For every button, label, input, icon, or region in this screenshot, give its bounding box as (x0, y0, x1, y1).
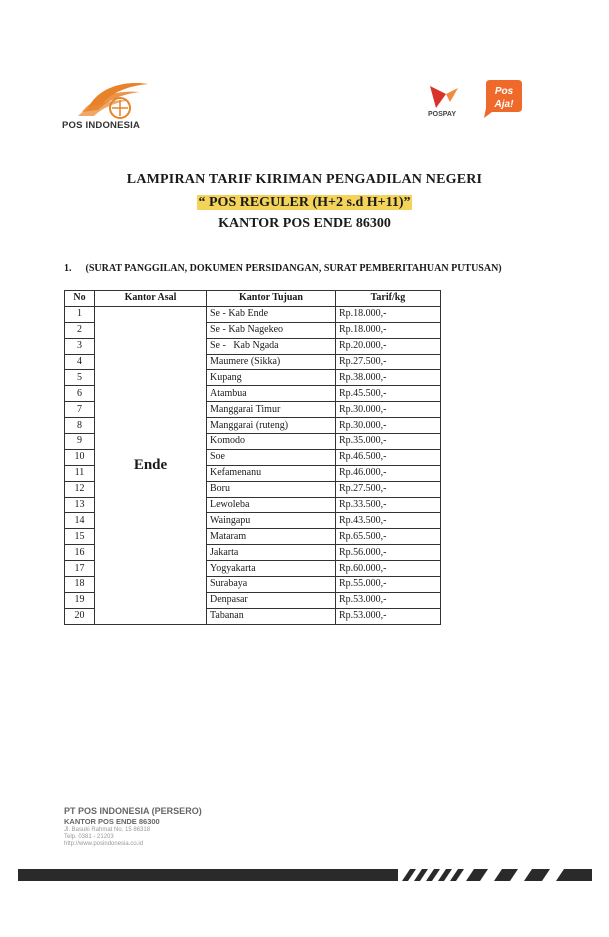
tariff-table (64, 290, 441, 625)
svg-text:Pos: Pos (494, 86, 514, 97)
row-tarif: Rp.18.000,- (336, 322, 441, 338)
row-kantor-tujuan: Manggarai (ruteng) (207, 418, 336, 434)
row-tarif: Rp.46.000,- (336, 465, 441, 481)
row-kantor-tujuan: Yogyakarta (207, 561, 336, 577)
row-no: 20 (65, 608, 95, 624)
row-no: 7 (65, 402, 95, 418)
pospay-arrow-icon (424, 80, 464, 112)
pospay-label: POSPAY (428, 111, 457, 118)
footer-company: PT POS INDONESIA (PERSERO) (64, 806, 202, 816)
kantor-asal-cell: Ende (95, 306, 207, 624)
row-no: 18 (65, 577, 95, 593)
header-kantor-asal: Kantor Asal (95, 291, 207, 307)
row-kantor-tujuan: Waingapu (207, 513, 336, 529)
posaja-logo (480, 78, 524, 120)
footer (64, 806, 202, 847)
office-title: KANTOR POS ENDE 86300 (218, 216, 391, 231)
row-tarif: Rp.20.000,- (336, 338, 441, 354)
row-kantor-tujuan: Tabanan (207, 608, 336, 624)
row-no: 12 (65, 481, 95, 497)
row-no: 5 (65, 370, 95, 386)
row-kantor-tujuan: Soe (207, 449, 336, 465)
row-kantor-tujuan: Jakarta (207, 545, 336, 561)
row-no: 4 (65, 354, 95, 370)
row-no: 11 (65, 465, 95, 481)
table-row (65, 306, 441, 322)
row-kantor-tujuan: Manggarai Timur (207, 402, 336, 418)
header-tarif: Tarif/kg (336, 291, 441, 307)
row-no: 1 (65, 306, 95, 322)
row-kantor-tujuan: Boru (207, 481, 336, 497)
row-kantor-tujuan: Se - Kab Ende (207, 306, 336, 322)
row-no: 9 (65, 434, 95, 450)
footer-website: http://www.posindonesia.co.id (64, 841, 144, 847)
row-tarif: Rp.46.500,- (336, 449, 441, 465)
row-tarif: Rp.43.500,- (336, 513, 441, 529)
footer-address: Jl. Basuki Rahmat No. 15 86318 (64, 827, 151, 833)
row-kantor-tujuan: Mataram (207, 529, 336, 545)
row-tarif: Rp.27.500,- (336, 354, 441, 370)
row-kantor-tujuan: Lewoleba (207, 497, 336, 513)
row-no: 3 (65, 338, 95, 354)
row-no: 19 (65, 592, 95, 608)
table-header-row (65, 291, 441, 307)
service-subtitle (0, 193, 609, 211)
section-heading (64, 263, 502, 274)
row-no: 14 (65, 513, 95, 529)
row-tarif: Rp.35.000,- (336, 434, 441, 450)
row-no: 6 (65, 386, 95, 402)
row-kantor-tujuan: Maumere (Sikka) (207, 354, 336, 370)
row-tarif: Rp.65.500,- (336, 529, 441, 545)
brand-name: POS INDONESIA (62, 120, 141, 131)
row-kantor-tujuan: Denpasar (207, 592, 336, 608)
row-tarif: Rp.33.500,- (336, 497, 441, 513)
row-tarif: Rp.45.500,- (336, 386, 441, 402)
row-no: 8 (65, 418, 95, 434)
row-no: 16 (65, 545, 95, 561)
footer-stripe-bar (18, 868, 592, 880)
section-number: 1. (64, 263, 72, 274)
row-no: 2 (65, 322, 95, 338)
row-kantor-tujuan: Komodo (207, 434, 336, 450)
eagle-wings-icon (68, 78, 154, 120)
row-no: 15 (65, 529, 95, 545)
footer-phone: Telp. 0381 - 21203 (64, 834, 114, 840)
row-tarif: Rp.30.000,- (336, 402, 441, 418)
header-kantor-tujuan: Kantor Tujuan (207, 291, 336, 307)
row-no: 10 (65, 449, 95, 465)
row-kantor-tujuan: Kefamenanu (207, 465, 336, 481)
row-no: 13 (65, 497, 95, 513)
row-tarif: Rp.38.000,- (336, 370, 441, 386)
table-body (65, 306, 441, 624)
row-tarif: Rp.53.000,- (336, 608, 441, 624)
svg-text:Aja!: Aja! (494, 99, 514, 110)
footer-office: KANTOR POS ENDE 86300 (64, 817, 160, 826)
row-kantor-tujuan: Atambua (207, 386, 336, 402)
row-tarif: Rp.30.000,- (336, 418, 441, 434)
document-title: LAMPIRAN TARIF KIRIMAN PENGADILAN NEGERI (126, 172, 483, 187)
row-kantor-tujuan: Se - Kab Nagekeo (207, 322, 336, 338)
row-tarif: Rp.27.500,- (336, 481, 441, 497)
row-kantor-tujuan: Surabaya (207, 577, 336, 593)
row-tarif: Rp.56.000,- (336, 545, 441, 561)
row-kantor-tujuan: Kupang (207, 370, 336, 386)
row-tarif: Rp.60.000,- (336, 561, 441, 577)
pospay-logo (424, 80, 468, 124)
header-no: No (65, 291, 95, 307)
pos-indonesia-logo (62, 78, 162, 134)
row-tarif: Rp.55.000,- (336, 577, 441, 593)
row-no: 17 (65, 561, 95, 577)
posaja-badge-icon (480, 78, 524, 120)
service-subtitle-text: “ POS REGULER (H+2 s.d H+11)” (198, 195, 411, 210)
section-heading-text: (SURAT PANGGILAN, DOKUMEN PERSIDANGAN, SURAT PEMBERITAHUAN PUTUSAN) (85, 263, 502, 274)
row-tarif: Rp.18.000,- (336, 306, 441, 322)
row-kantor-tujuan: Se - Kab Ngada (207, 338, 336, 354)
row-tarif: Rp.53.000,- (336, 592, 441, 608)
